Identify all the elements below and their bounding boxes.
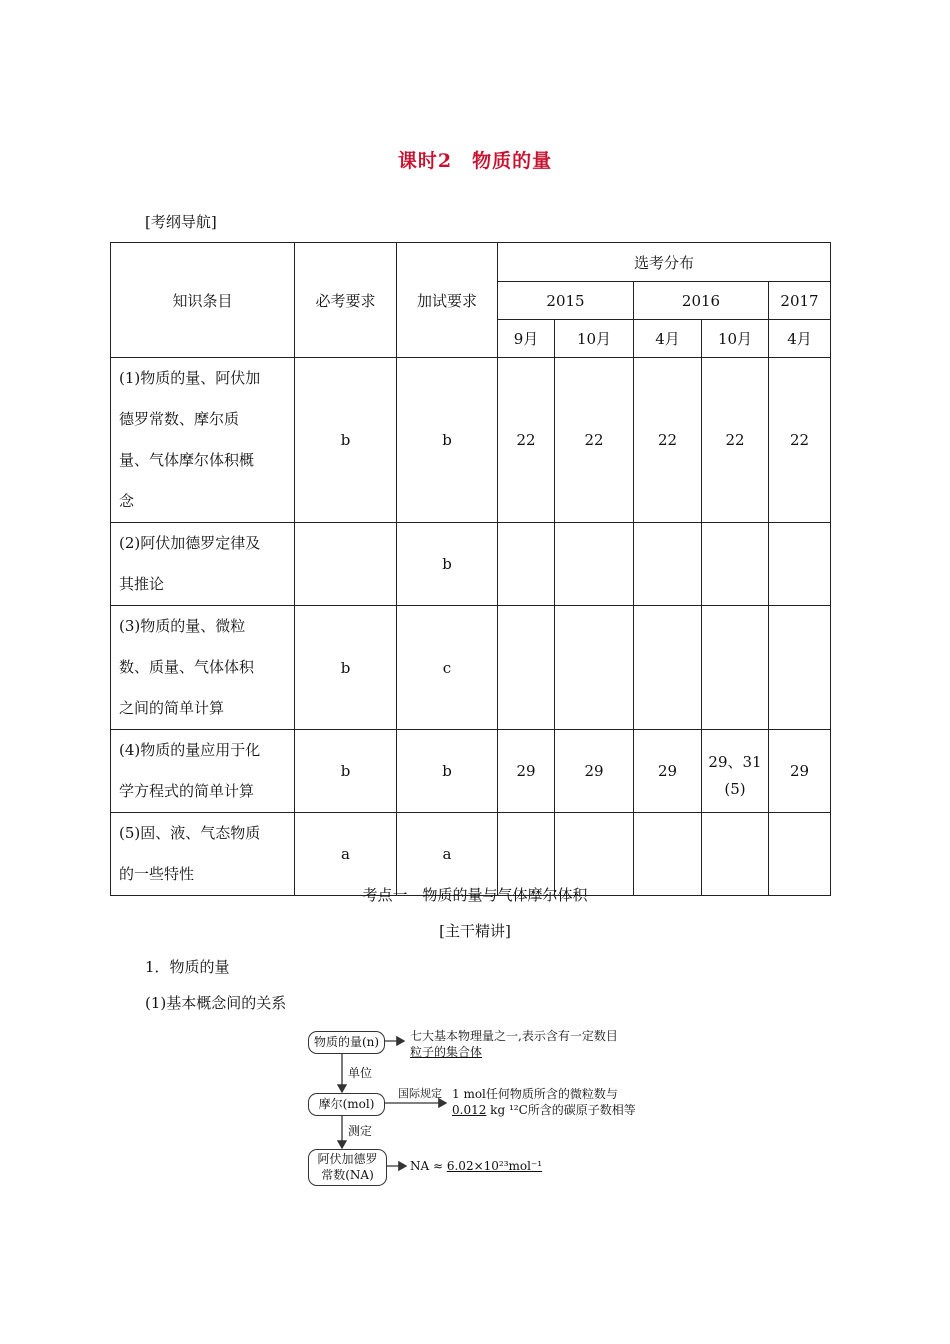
question-number bbox=[634, 606, 702, 730]
item-line: 德罗常数、摩尔质 bbox=[119, 410, 240, 428]
page-title: 课时2 物质的量 bbox=[397, 150, 553, 172]
unit-label: 单位 bbox=[348, 1066, 373, 1080]
definition-line bbox=[410, 1028, 618, 1044]
knowledge-item bbox=[111, 358, 295, 523]
item-line: 学方程式的简单计算 bbox=[119, 782, 255, 800]
item-line: 念 bbox=[119, 492, 135, 510]
nav-tag: [考纲导航] bbox=[145, 213, 217, 231]
item-line: 数、质量、气体体积 bbox=[119, 658, 255, 676]
avogadro-box bbox=[308, 1149, 387, 1186]
item-line: (1)物质的量、阿伏加 bbox=[119, 369, 261, 387]
question-number bbox=[702, 523, 769, 606]
question-number: 22 bbox=[702, 358, 769, 523]
month-cell: 4月 bbox=[769, 320, 831, 358]
question-number bbox=[702, 730, 769, 813]
mole-definition-line bbox=[452, 1102, 636, 1118]
na-number: 6.02×10²³mol⁻¹ bbox=[446, 1159, 543, 1173]
header-required: 必考要求 bbox=[295, 243, 397, 358]
required-level: a bbox=[295, 813, 397, 896]
year-2016: 2016 bbox=[634, 282, 769, 320]
question-number: 22 bbox=[498, 358, 555, 523]
extra-level: c bbox=[397, 606, 498, 730]
question-number bbox=[702, 606, 769, 730]
avogadro-value bbox=[410, 1158, 542, 1174]
month-cell: 9月 bbox=[498, 320, 555, 358]
definition-line-text: 七大基本物理量之一,表示含有一定数目 bbox=[410, 1029, 618, 1043]
intl-label: 国际规定 bbox=[398, 1087, 442, 1100]
concept-diagram bbox=[300, 1022, 650, 1192]
knowledge-item bbox=[111, 730, 295, 813]
year-2015: 2015 bbox=[498, 282, 634, 320]
item-line: 之间的简单计算 bbox=[119, 699, 225, 717]
item-line: 的一些特性 bbox=[119, 865, 195, 883]
question-number: 22 bbox=[555, 358, 634, 523]
item-line: 其推论 bbox=[119, 575, 165, 593]
year-2017: 2017 bbox=[769, 282, 831, 320]
item-line: (3)物质的量、微粒 bbox=[119, 617, 246, 635]
question-number: 29 bbox=[769, 730, 831, 813]
header-distribution: 选考分布 bbox=[498, 243, 831, 282]
avogadro-box-line: 常数(NA) bbox=[321, 1168, 374, 1182]
mass-value: 0.012 bbox=[452, 1103, 487, 1117]
header-item: 知识条目 bbox=[111, 243, 295, 358]
amount-of-substance-box: 物质的量(n) bbox=[308, 1031, 385, 1054]
mole-definition-line: 1 mol任何物质所含的微粒数与 bbox=[452, 1087, 618, 1101]
subitem-heading: (1)基本概念间的关系 bbox=[145, 994, 287, 1012]
knowledge-item bbox=[111, 606, 295, 730]
na-symbol: NA ≈ bbox=[410, 1159, 447, 1173]
extra-level: b bbox=[397, 730, 498, 813]
question-number bbox=[634, 523, 702, 606]
item-heading: 1．物质的量 bbox=[145, 958, 230, 976]
month-cell: 10月 bbox=[702, 320, 769, 358]
mole-definition-rest: kg ¹²C所含的碳原子数相等 bbox=[486, 1103, 636, 1117]
item-line: (5)固、液、气态物质 bbox=[119, 824, 261, 842]
table-row bbox=[111, 730, 831, 813]
required-level bbox=[295, 523, 397, 606]
required-level: b bbox=[295, 606, 397, 730]
definition-text bbox=[410, 1028, 618, 1060]
mole-box: 摩尔(mol) bbox=[308, 1093, 385, 1116]
required-level: b bbox=[295, 730, 397, 813]
question-number bbox=[555, 606, 634, 730]
item-line: (2)阿伏加德罗定律及 bbox=[119, 534, 261, 552]
question-number bbox=[555, 523, 634, 606]
syllabus-table bbox=[110, 242, 831, 896]
section-tag: [主干精讲] bbox=[439, 922, 511, 940]
question-number: 29 bbox=[634, 730, 702, 813]
month-cell: 10月 bbox=[555, 320, 634, 358]
avogadro-box-line: 阿伏加德罗 bbox=[317, 1152, 378, 1166]
question-number: 29 bbox=[555, 730, 634, 813]
extra-level: b bbox=[397, 523, 498, 606]
question-number bbox=[498, 523, 555, 606]
definition-line: 粒子的集合体 bbox=[410, 1045, 483, 1059]
question-number bbox=[769, 606, 831, 730]
question-number bbox=[498, 606, 555, 730]
mole-definition-text bbox=[452, 1086, 636, 1118]
extra-level: a bbox=[397, 813, 498, 896]
measure-label: 测定 bbox=[348, 1124, 373, 1138]
header-extra: 加试要求 bbox=[397, 243, 498, 358]
knowledge-item bbox=[111, 523, 295, 606]
question-number: 29 bbox=[498, 730, 555, 813]
question-number-main: 29、31 bbox=[708, 752, 762, 771]
item-line: (4)物质的量应用于化 bbox=[119, 741, 261, 759]
table-row bbox=[111, 606, 831, 730]
table-row bbox=[111, 358, 831, 523]
item-line: 量、气体摩尔体积概 bbox=[119, 451, 255, 469]
question-number: 22 bbox=[634, 358, 702, 523]
required-level: b bbox=[295, 358, 397, 523]
question-number-sub: (5) bbox=[724, 779, 746, 798]
question-number: 22 bbox=[769, 358, 831, 523]
question-number bbox=[769, 523, 831, 606]
table-row bbox=[111, 523, 831, 606]
extra-level: b bbox=[397, 358, 498, 523]
section-title: 考点一 物质的量与气体摩尔体积 bbox=[362, 886, 588, 904]
month-cell: 4月 bbox=[634, 320, 702, 358]
